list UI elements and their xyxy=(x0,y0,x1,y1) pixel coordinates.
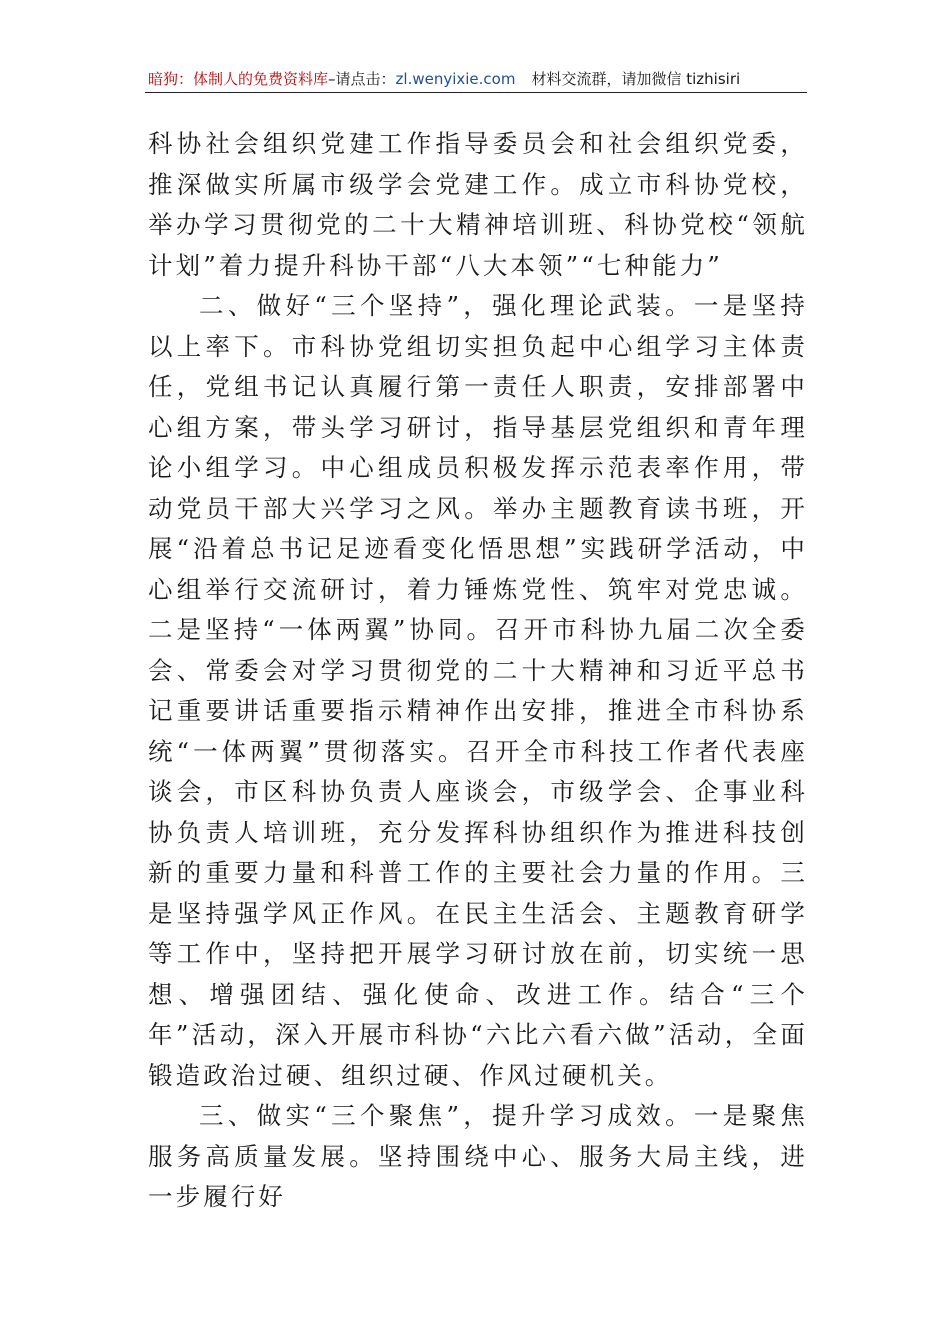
page-header xyxy=(148,64,808,94)
header-site-link[interactable]: zl.wenyixie.com xyxy=(395,70,516,88)
body-paragraph: 三、做实“三个聚焦”，提升学习成效。一是聚焦服务高质量发展。坚持围绕中心、服务大局主线，进一步履行好 xyxy=(148,1101,808,1211)
header-divider xyxy=(145,92,807,93)
body-paragraph: 科协社会组织党建工作指导委员会和社会组织党委，推深做实所属市级学会党建工作。成立市科协党校，举办学习贯彻党的二十大精神培训班、科协党校“领航计划”着力提升科协干部“八大本领”“七种能力” xyxy=(148,129,808,280)
header-brand: 暗狗：体制人的免费资料库 xyxy=(148,70,329,88)
header-group-note: 材料交流群，请加微信 tizhisiri xyxy=(531,70,741,88)
body-paragraph: 二、做好“三个坚持”，强化理论武装。一是坚持以上率下。市科协党组切实担负起中心组学习主体责任，党组书记认真履行第一责任人职责，安排部署中心组方案，带头学习研讨，指导基层党组织和青年理论小组学习。中心组成员积极发挥示范表率作用，带动党员干部大兴学习之风。举办主题教育读书班，开展“沿着总书记足迹看变化悟思想”实践研学活动，中心组举行交流研讨，着力锤炼党性、筑牢对党忠诚。二是坚持“一体两翼”协同。召开市科协九届二次全委会、常委会对学习贯彻党的二十大精神和习近平总书记重要讲话重要指示精神作出安排，推进全市科协系统“一体两翼”贯彻落实。召开全市科技工作者代表座谈会，市区科协负责人座谈会，市级学会、企事业科协负责人培训班，充分发挥科协组织作为推进科技创新的重要力量和科普工作的主要社会力量的作用。三是坚持强学风正作风。在民主生活会、主题教育研学等工作中，坚持把开展学习研讨放在前，切实统一思想、增强团结、强化使命、改进工作。结合“三个年”活动，深入开展市科协“六比六看六做”活动，全面锻造政治过硬、组织过硬、作风过硬机关。 xyxy=(148,291,808,1090)
document-body xyxy=(148,124,808,1218)
header-link-prefix: –请点击： xyxy=(328,70,396,88)
